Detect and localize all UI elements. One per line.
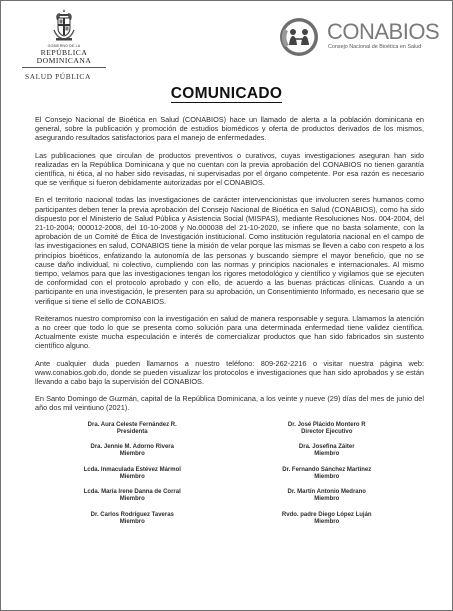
signature-block [230,467,425,490]
signatory-name: Dra. Jennie M. Adorno Rivera [90,444,174,451]
signature-block [35,444,230,467]
signatory-name: Dra. Aura Celeste Fernández R. [87,421,177,428]
ministry-logo [15,8,113,81]
signatory-name: Lcda. Inmaculada Estévez Mármol [83,466,181,473]
signatory-role: Miembro [314,518,340,525]
document-body [35,115,424,534]
signature-block [35,422,230,445]
signature-block [230,489,425,512]
signature-block [230,444,425,467]
signatory-role: Miembro [314,451,340,458]
signature-block [35,489,230,512]
paragraph-date-place: En Santo Domingo de Guzmán, capital de la República Dominicana, a los veinte y nueve (29) días del mes de junio del año dos mil veintiuno (2021). [35,394,424,413]
ministry-dept: SALUD PÚBLICA [25,72,91,81]
signatory-name: Dra. Josefina Záiter [298,444,355,451]
signatories [35,422,424,535]
signatory-name: Dr. Martín Antonio Medrano [287,489,366,496]
signatory-role: Presidenta [116,428,148,435]
signatory-name: Lcda. María Irene Danna de Corral [83,489,181,496]
signature-row [35,467,424,490]
coat-of-arms-icon [51,8,77,42]
signature-row [35,422,424,445]
ministry-small-text: GOBIERNO DE LA [47,44,81,48]
signature-row [35,512,424,535]
conabios-logo-icon [279,17,323,57]
signatory-role: Director Ejecutivo [301,428,353,435]
conabios-subtitle: Consejo Nacional de Bioética en Salud [328,44,422,50]
signature-block [35,467,230,490]
signature-row [35,444,424,467]
signatory-name: Dr. Carlos Rodríguez Taveras [90,511,174,518]
signatory-role: Miembro [314,473,340,480]
paragraph-contact: Ante cualquier duda pueden llamarnos a nuestro teléfono: 809-262-2216 o visitar nuestra página web: www.conabios.gob.do, donde se pueden visualizar los protocolos e investigaciones que han sido aprobados y se están llevando a cabo bajo la supervisión del CONABIOS. [35,358,424,387]
signatory-role: Miembro [119,451,145,458]
document-title: COMUNICADO [170,85,283,102]
signatory-role: Miembro [119,518,145,525]
paragraph-alert: El Consejo Nacional de Bioética en Salud (CONABIOS) hace un llamado de alerta a la población dominicana en general, sobre la publicación y promoción de estudios biomédicos y oferta de productos derivados de los mismos, asegurando resultados satisfactorios para el manejo de enfermedades. [35,115,424,143]
conabios-name: CONABIOS [327,19,440,44]
signature-block [35,512,230,535]
signature-block [230,512,425,535]
conabios-logo [279,17,445,57]
header [1,1,452,86]
ministry-divider [22,67,106,68]
paragraph-commitment: Reiteramos nuestro compromiso con la investigación en salud de manera responsable y segura. Llamamos la atención a no creer que todo lo que se presenta como solución para una determinada enfermedad tiene validez científica. Actualmente existe mucha especulación e interés de comercializar productos que han sido fabricados sin sustento científico alguno. [35,313,424,351]
signatory-name: Dr. José Plácido Montero R [287,421,366,428]
paragraph-publications: Las publicaciones que circulan de productos preventivos o curativos, cuyas investigaciones aseguran han sido realizadas en la República Dominicana y que no cuentan con la previa aprobación del CONABIOS no tienen garantía científica, ni ética, al no haber sido revisadas, ni supervisadas por el órgano competente. Por esa razón es necesario que se verifique si fueron debidamente autorizadas por el CONABIOS. [35,150,424,188]
signatory-role: Miembro [314,496,340,503]
paragraph-regulation: En el territorio nacional todas las investigaciones de carácter intervencionistas que involucren seres humanos como participantes deben tener la previa aprobación del Consejo Nacional de Bioética en Salud (CONABIOS), como ha sido dispuesto por el Ministerio de Salud Pública y Asistencia Social (MISPAS), mediante Resoluciones Nos. 004-2004, del 21-10-2004; 000012-2008, del 10-10-2008 y No.000038 del 21-10-2020, se infiere que no basta solamente, con la aprobación de un Comité de Ética de Investigación institucional. Como institución regulatoria nacional en el campo de las investigaciones en salud, CONABIOS tiene la misión de velar porque las mismas se lleven a cabo con respeto a los principios bioéticos, enfatizando la autonomía de las personas y buscando siempre el mayor beneficio, que no se cause daño individual, ni colectivo, cumpliendo con las normas y principios nacionales e internacionales. Al mismo tiempo, velamos para que las investigaciones tengan los rigores metodológico y científico y vigilamos que se ejecuten de conformidad con el protocolo aprobado y con ello, de acuerdo a las buenas prácticas clínicas. Cuando a un participante en una investigación, le presenten para su aprobación, un Consentimiento Informado, es necesario que se verifique si tiene el sello de CONABIOS. [35,195,424,306]
signature-block [230,422,425,445]
signatory-role: Miembro [119,473,145,480]
ministry-country: REPÚBLICA DOMINICANA [36,48,92,65]
signatory-name: Rvdo. padre Diego López Luján [281,511,372,518]
signature-row [35,489,424,512]
signatory-role: Miembro [119,496,145,503]
signatory-name: Dr. Fernando Sánchez Martínez [282,466,372,473]
document-title-wrap [1,85,452,103]
